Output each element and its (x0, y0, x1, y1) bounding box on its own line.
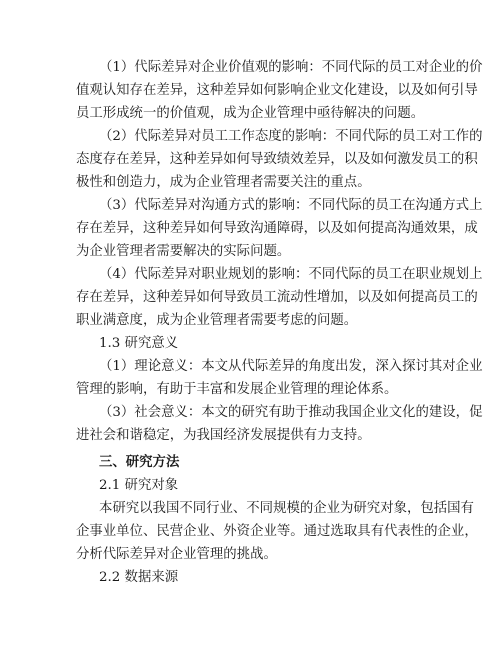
paragraph-4-line-1: （4）代际差异对职业规划的影响：不同代际的员工在职业规划上 (99, 267, 483, 282)
paragraph-7-line-3: 分析代际差异对企业管理的挑战。 (76, 547, 277, 562)
paragraph-3-line-1: （3）代际差异对沟通方式的影响：不同代际的员工在沟通方式上 (99, 198, 483, 213)
paragraph-1-line-3: 员工形成统一的价值观，成为企业管理中亟待解决的问题。 (76, 106, 425, 121)
paragraph-3-line-2: 存在差异，这种差异如何导致沟通障碍，以及如何提高沟通效果，成 (76, 221, 478, 236)
paragraph-7-line-1: 本研究以我国不同行业、不同规模的企业为研究对象，包括国有 (99, 501, 474, 516)
paragraph-6-line-2: 进社会和谐稳定，为我国经济发展提供有力支持。 (76, 428, 371, 443)
paragraph-2-line-3: 极性和创造力，成为企业管理者需要关注的重点。 (76, 175, 371, 190)
paragraph-3-line-3: 为企业管理者需要解决的实际问题。 (76, 244, 291, 259)
section-2-2-heading: 2.2 数据来源 (99, 570, 179, 585)
paragraph-1-line-1: （1）代际差异对企业价值观的影响：不同代际的员工对企业的价 (99, 60, 483, 75)
section-1-3-heading: 1.3 研究意义 (99, 336, 179, 351)
paragraph-7-line-2: 企事业单位、民营企业、外资企业等。通过选取具有代表性的企业， (76, 524, 478, 539)
paragraph-1-line-2: 值观认知存在差异，这种差异如何影响企业文化建设，以及如何引导 (76, 83, 478, 98)
section-2-1-heading: 2.1 研究对象 (99, 478, 179, 493)
paragraph-2-line-2: 态度存在差异，这种差异如何导致绩效差异，以及如何激发员工的积 (76, 152, 478, 167)
paragraph-4-line-2: 存在差异，这种差异如何导致员工流动性增加，以及如何提高员工的 (76, 290, 478, 305)
paragraph-5-line-2: 管理的影响，有助于丰富和发展企业管理的理论体系。 (76, 382, 398, 397)
paragraph-4-line-3: 职业满意度，成为企业管理者需要考虑的问题。 (76, 313, 358, 328)
paragraph-5-line-1: （1）理论意义：本文从代际差异的角度出发，深入探讨其对企业 (99, 359, 483, 374)
paragraph-2-line-1: （2）代际差异对员工工作态度的影响：不同代际的员工对工作的 (99, 129, 483, 144)
chapter-3-heading: 三、研究方法 (99, 454, 180, 470)
paragraph-6-line-1: （3）社会意义：本文的研究有助于推动我国企业文化的建设，促 (99, 405, 483, 420)
